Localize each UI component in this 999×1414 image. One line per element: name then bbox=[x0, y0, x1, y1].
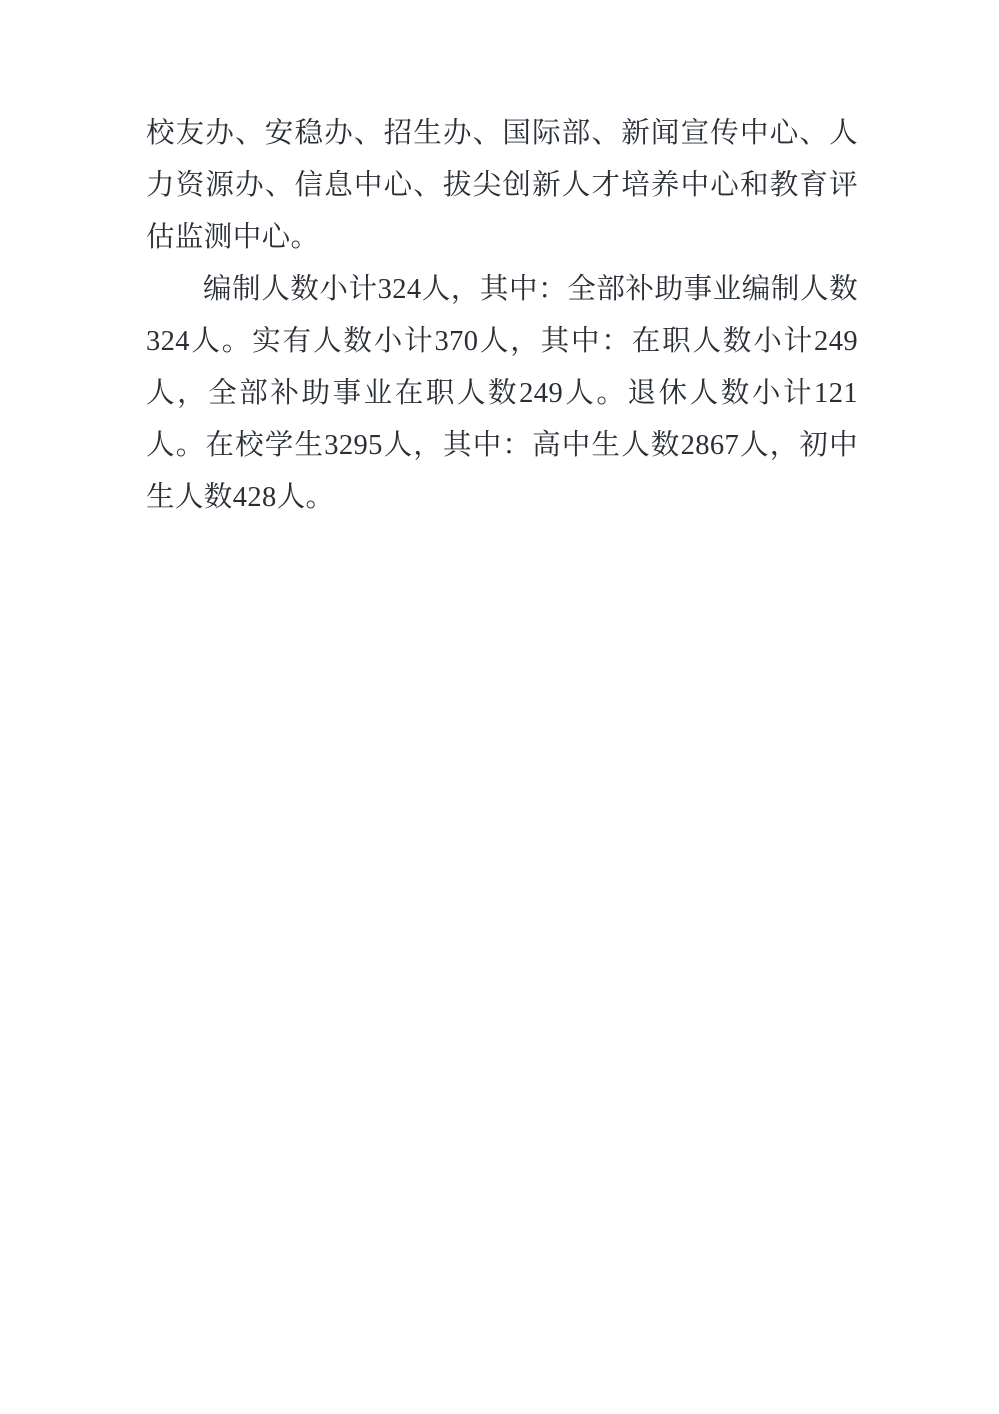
paragraph-departments-list: 校友办、安稳办、招生办、国际部、新闻宣传中心、人力资源办、信息中心、拔尖创新人才培养中心和教育评估监测中心。 bbox=[146, 118, 858, 253]
document-body bbox=[146, 108, 858, 524]
paragraph-staffing-statistics: 编制人数小计324人，其中：全部补助事业编制人数324人。实有人数小计370人，其中：在职人数小计249人，全部补助事业在职人数249人。退休人数小计121人。在校学生3295人，其中：高中生人数2867人，初中生人数428人。 bbox=[146, 274, 858, 513]
